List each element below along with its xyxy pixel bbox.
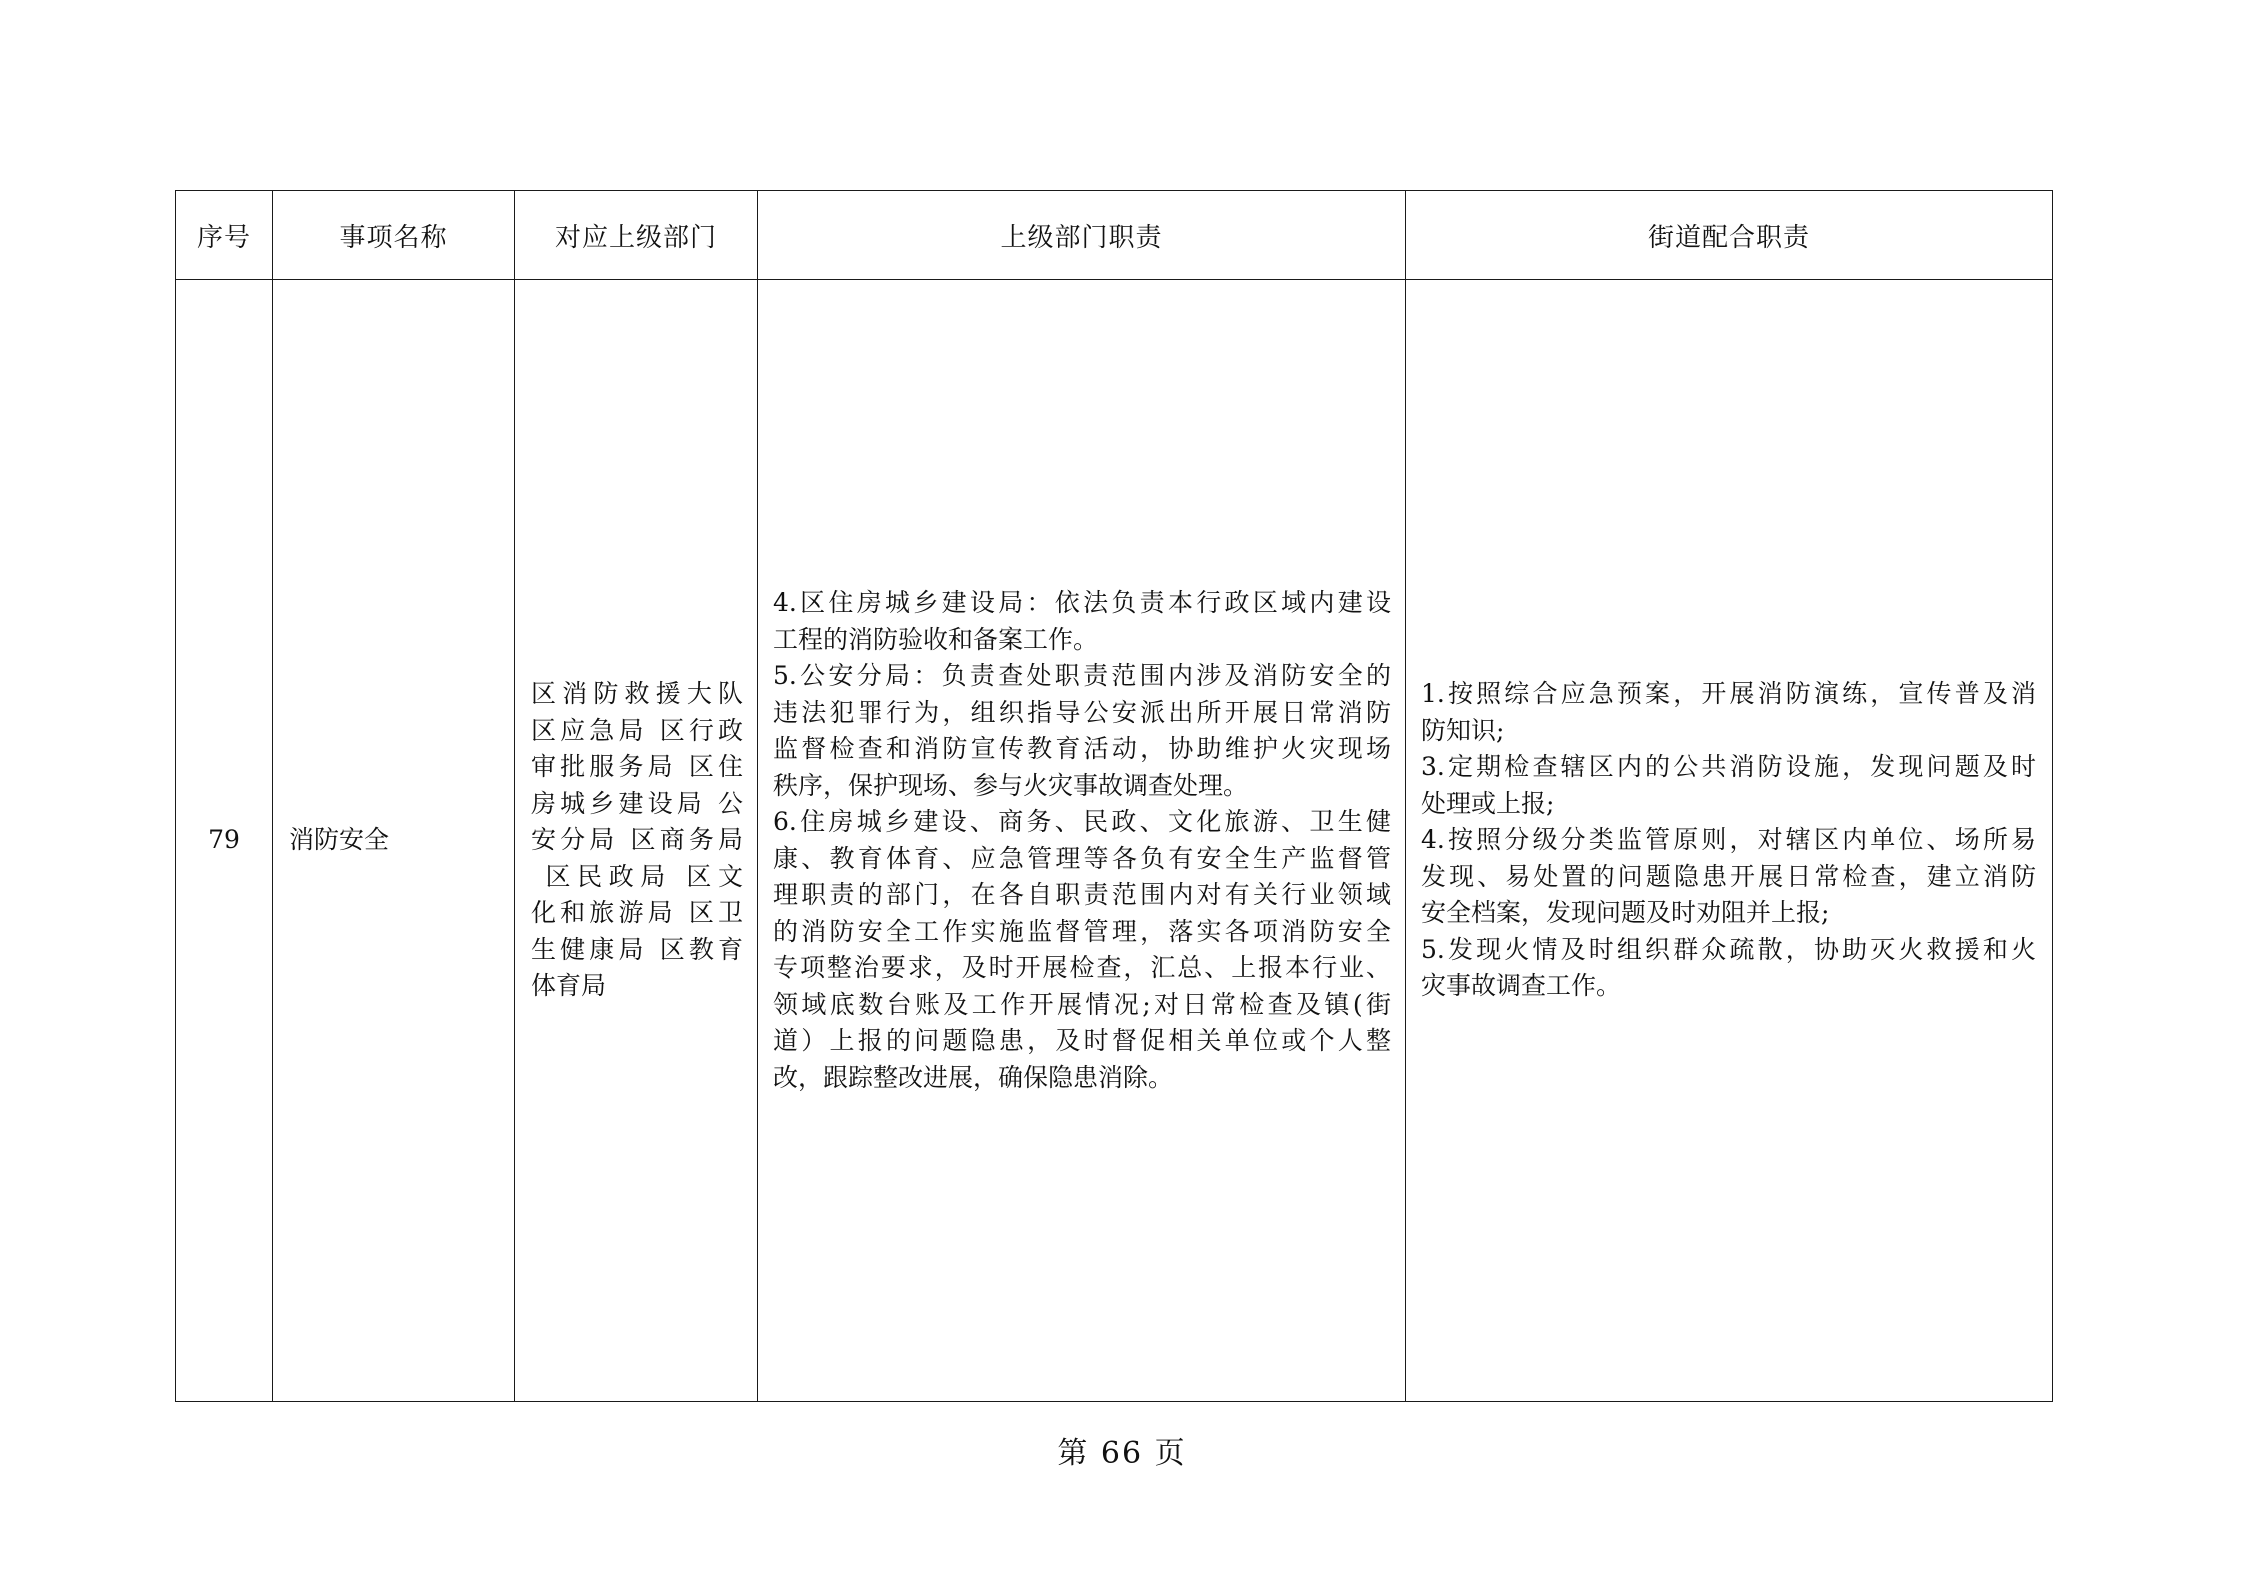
department-line: 生健康局 区教育 [531, 934, 743, 964]
header-street-duties: 街道配合职责 [1406, 191, 2053, 280]
header-item-name: 事项名称 [273, 191, 515, 280]
upper-duty-line: 道）上报的问题隐患，及时督促相关单位或个人整 [773, 1026, 1391, 1055]
department-line: 区民政局 区文 [531, 861, 743, 891]
street-duty-line: 4.按照分级分类监管原则，对辖区内单位、场所易 [1421, 825, 2036, 855]
department-line: 区应急局 区行政 [531, 715, 743, 745]
header-department: 对应上级部门 [515, 191, 758, 280]
street-duty-line: 3.定期检查辖区内的公共消防设施，发现问题及时 [1421, 752, 2036, 782]
upper-duty-line: 专项整治要求，及时开展检查，汇总、上报本行业、 [773, 953, 1391, 982]
table-header-row [176, 191, 2053, 280]
upper-duty-line: 秩序，保护现场、参与火灾事故调查处理。 [773, 770, 1249, 800]
cell-departments [515, 280, 758, 1402]
cell-seq: 79 [176, 280, 273, 1402]
upper-duty-line: 违法犯罪行为，组织指导公安派出所开展日常消防 [773, 697, 1391, 727]
street-duty-line: 5.发现火情及时组织群众疏散，协助灭火救援和火 [1421, 934, 2036, 964]
street-duty-line: 灾事故调查工作。 [1421, 971, 1622, 1001]
cell-item-name: 消防安全 [273, 280, 515, 1402]
department-line: 审批服务局 区住 [531, 752, 743, 782]
department-line: 体育局 [531, 971, 607, 1001]
upper-duty-line: 康、教育体育、应急管理等各负有安全生产监督管 [773, 843, 1391, 873]
department-line: 房城乡建设局 公 [531, 788, 743, 818]
upper-duty-line: 改，跟踪整改进展，确保隐患消除。 [773, 1062, 1174, 1092]
table-row [176, 280, 2053, 1402]
upper-duty-line: 领域底数台账及工作开展情况;对日常检查及镇(街 [773, 989, 1391, 1019]
upper-duty-line: 工程的消防验收和备案工作。 [773, 624, 1099, 654]
department-line: 化和旅游局 区卫 [531, 898, 743, 928]
duty-table [175, 190, 2053, 1402]
street-duty-line: 发现、易处置的问题隐患开展日常检查，建立消防 [1421, 861, 2036, 891]
street-duty-line: 处理或上报; [1421, 788, 1555, 818]
upper-duty-line: 4.区住房城乡建设局：依法负责本行政区域内建设 [773, 588, 1391, 617]
cell-street-duties [1406, 280, 2053, 1402]
department-line: 区消防救援大队 [531, 679, 743, 709]
upper-duty-line: 监督检查和消防宣传教育活动，协助维护火灾现场 [773, 734, 1391, 763]
page-number: 第 66 页 [1057, 1436, 1187, 1471]
header-seq: 序号 [176, 191, 273, 280]
upper-duty-line: 的消防安全工作实施监督管理，落实各项消防安全 [773, 916, 1391, 946]
upper-duty-line: 理职责的部门，在各自职责范围内对有关行业领域 [773, 880, 1391, 909]
header-upper-duties: 上级部门职责 [758, 191, 1406, 280]
department-line: 安分局 区商务局 [531, 825, 743, 855]
upper-duty-line: 6.住房城乡建设、商务、民政、文化旅游、卫生健 [773, 807, 1391, 836]
street-duty-line: 1.按照综合应急预案，开展消防演练，宣传普及消 [1421, 679, 2036, 709]
upper-duty-line: 5.公安分局：负责查处职责范围内涉及消防安全的 [773, 661, 1391, 690]
street-duty-line: 安全档案，发现问题及时劝阻并上报; [1421, 898, 1830, 928]
cell-upper-duties [758, 280, 1406, 1402]
street-duty-line: 防知识; [1421, 715, 1505, 745]
